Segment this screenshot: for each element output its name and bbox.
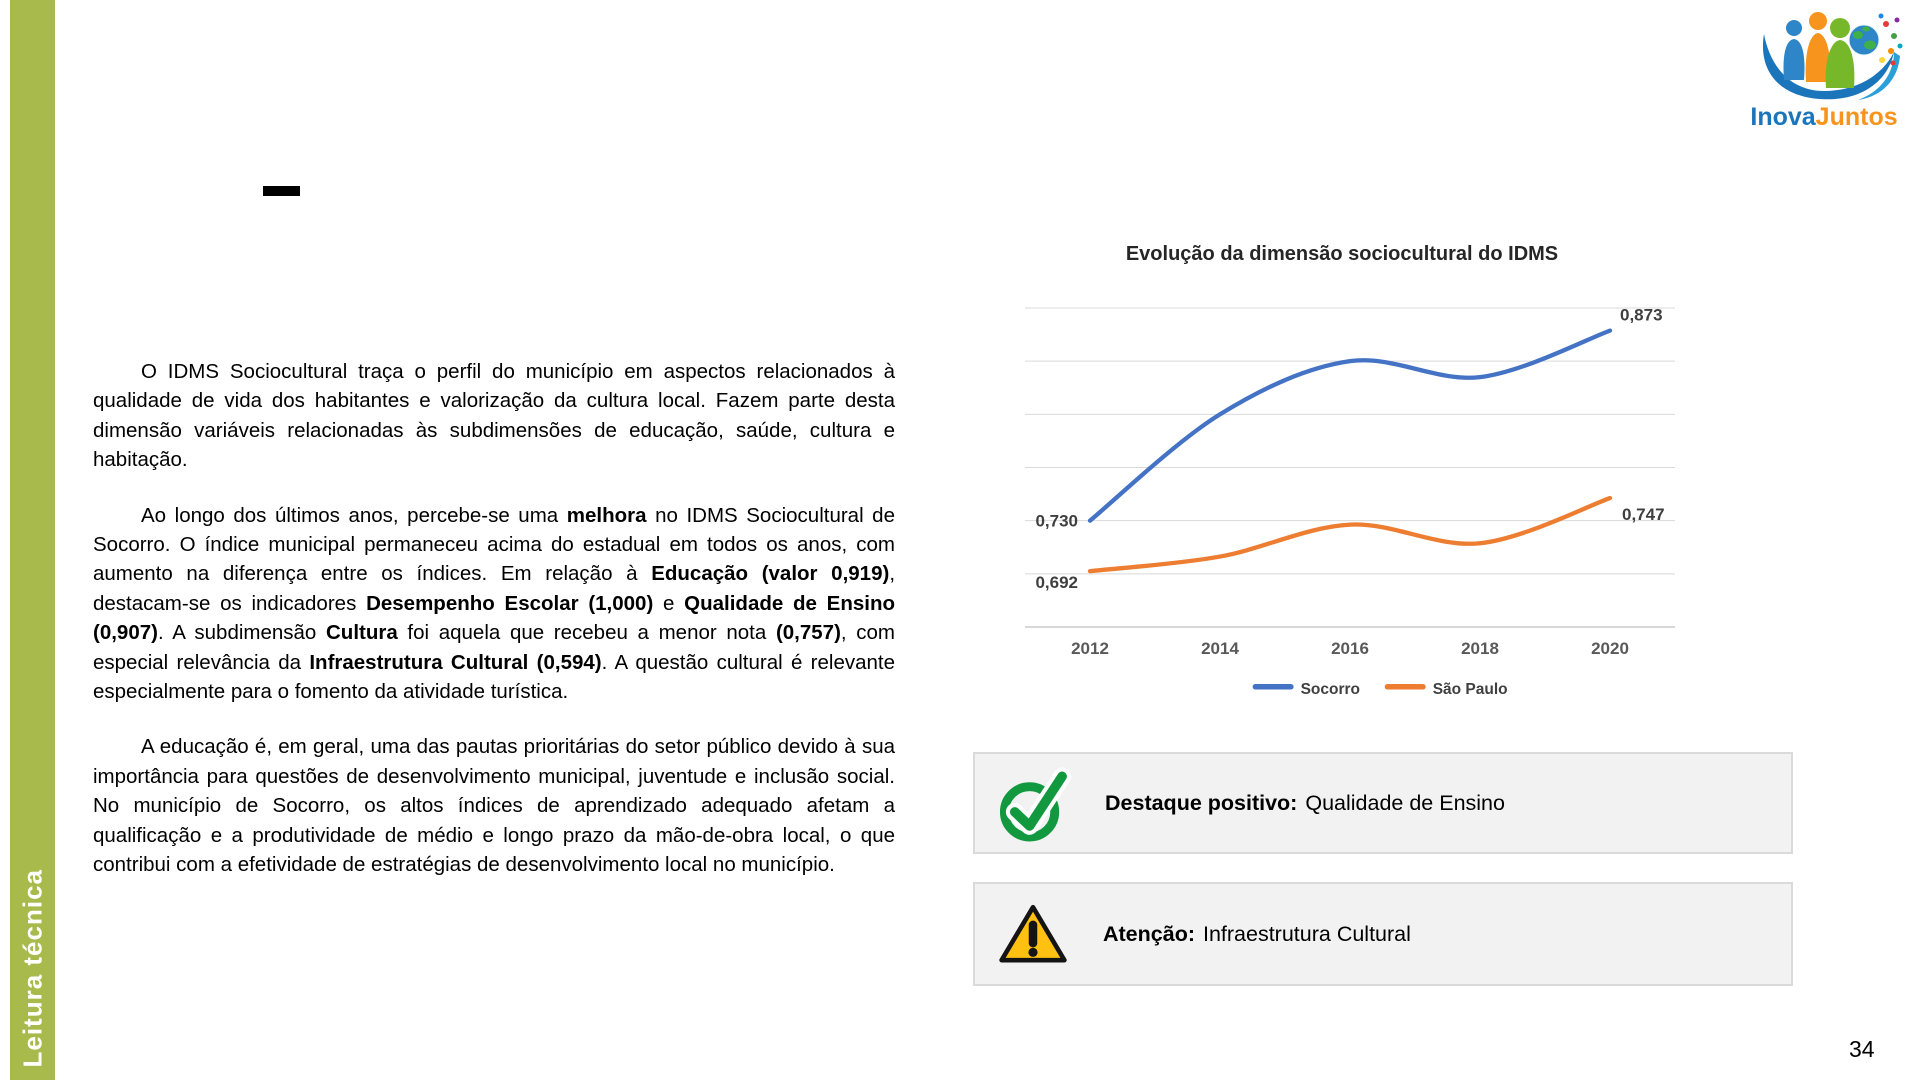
paragraph: A educação é, em geral, uma das pautas prioritárias do setor público devido à sua importância para questões de desenvolvimento municipal, juventude e inclusão social. No município de Socorro, os altos índices de aprendizado adequado afetam a qualificação e a produtividade de médio e longo prazo da mão-de-obra local, o que contribui com a efetividade de estratégias de desenvolvimento local no município. bbox=[93, 735, 895, 877]
callout-warning-value: Infraestrutura Cultural bbox=[1202, 921, 1411, 946]
series-line-são-paulo bbox=[1090, 498, 1610, 571]
check-circle-icon bbox=[997, 760, 1071, 846]
legend-swatch bbox=[1385, 684, 1426, 690]
logo-text-inova: Inova bbox=[1750, 103, 1816, 131]
x-tick-label: 2016 bbox=[1331, 639, 1369, 658]
x-tick-label: 2012 bbox=[1071, 639, 1109, 658]
article-text bbox=[93, 357, 895, 906]
callout-positive-value: Qualidade de Ensino bbox=[1305, 790, 1505, 815]
logo-text bbox=[1742, 104, 1906, 130]
legend-label: São Paulo bbox=[1432, 681, 1508, 698]
data-label: 0,692 bbox=[1035, 573, 1078, 593]
sidebar-band bbox=[10, 0, 55, 1080]
sidebar-label: Leitura técnica bbox=[17, 869, 47, 1068]
callout-positive-text bbox=[1105, 791, 1505, 816]
data-label: 0,730 bbox=[1035, 511, 1078, 531]
legend-label: Socorro bbox=[1300, 681, 1361, 698]
inovajuntos-logo bbox=[1742, 8, 1906, 130]
paragraph: O IDMS Sociocultural traça o perfil do município em aspectos relacionados à qualidade de vida dos habitantes e valorização da cultura local. Fazem parte desta dimensão variáveis relacionadas às subdimensões de educação, saúde, cultura e habitação. bbox=[93, 360, 895, 472]
x-tick-label: 2018 bbox=[1461, 639, 1499, 658]
x-tick-label: 2014 bbox=[1201, 639, 1239, 658]
legend-swatch bbox=[1253, 684, 1294, 690]
page-number: 34 bbox=[1849, 1036, 1875, 1062]
callout-warning-text bbox=[1103, 922, 1411, 947]
chart-title: Evolução da dimensão sociocultural do IDMS bbox=[1125, 243, 1559, 265]
warning-triangle-icon bbox=[997, 893, 1069, 975]
series-line-socorro bbox=[1090, 331, 1610, 521]
callout-warning bbox=[973, 882, 1793, 986]
x-tick-label: 2020 bbox=[1591, 639, 1629, 658]
data-label: 0,873 bbox=[1620, 305, 1663, 325]
logo-text-juntos: Juntos bbox=[1815, 103, 1898, 131]
callout-positive-label: Destaque positivo: bbox=[1105, 790, 1298, 815]
idms-chart bbox=[960, 240, 1800, 710]
callout-warning-label: Atenção: bbox=[1103, 921, 1195, 946]
paragraph: Ao longo dos últimos anos, percebe-se uma melhora no IDMS Sociocultural de Socorro. O índice municipal permaneceu acima do estadual em todos os anos, com aumento na diferença entre os índices. Em relação à Educação (valor 0,919), destacam-se os indicadores Desempenho Escolar (1,000) e Qualidade de Ensino (0,907). A subdimensão Cultura foi aquela que recebeu a menor nota (0,757), com especial relevância da Infraestrutura Cultural (0,594). A questão cultural é relevante especialmente para o fomento da atividade turística. bbox=[93, 503, 896, 704]
title-dash bbox=[263, 186, 300, 196]
logo-graphic-icon bbox=[1744, 8, 1904, 106]
data-label: 0,747 bbox=[1622, 505, 1665, 525]
callout-positive bbox=[973, 752, 1793, 854]
